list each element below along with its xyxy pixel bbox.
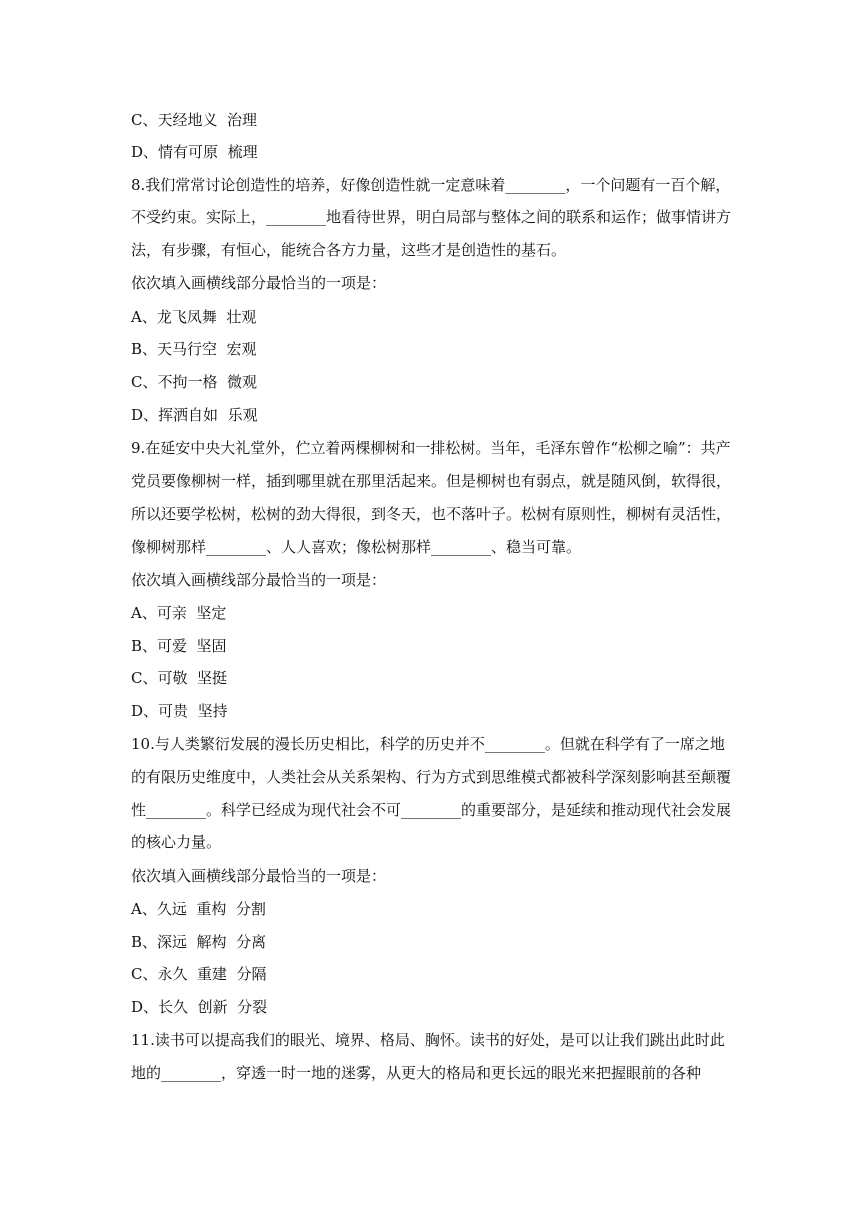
option-d-q10: D、长久 创新 分裂 (131, 998, 268, 1016)
question-9-line-1: 9.在延安中央大礼堂外，伫立着两棵柳树和一排松树。当年，毛泽东曾作“松柳之喻”：共产 (131, 439, 731, 457)
option-d-q8: D、挥洒自如 乐观 (131, 406, 258, 424)
question-8-line-2: 不受约束。实际上，________地看待世界，明白局部与整体之间的联系和运作；做事情讲方 (131, 208, 732, 226)
option-a-q10: A、久远 重构 分割 (131, 900, 266, 918)
option-b-q10: B、深远 解构 分离 (131, 933, 267, 951)
question-10-line-4: 的核心力量。 (131, 833, 222, 851)
question-8-line-3: 法，有步骤，有恒心，能统合各方力量，这些才是创造性的基石。 (131, 241, 567, 259)
option-d-q7: D、情有可原 梳理 (131, 143, 258, 161)
option-c-q9: C、可敬 坚挺 (131, 669, 228, 687)
question-11-line-2: 地的________，穿透一时一地的迷雾，从更大的格局和更长远的眼光来把握眼前的各种 (131, 1064, 702, 1082)
option-a-q8: A、龙飞凤舞 壮观 (131, 308, 257, 326)
option-c-q8: C、不拘一格 微观 (131, 373, 258, 391)
question-9-prompt: 依次填入画横线部分最恰当的一项是： (131, 571, 387, 589)
option-b-q8: B、天马行空 宏观 (131, 340, 257, 358)
question-11-line-1: 11.读书可以提高我们的眼光、境界、格局、胸怀。读书的好处，是可以让我们跳出此时此 (131, 1031, 725, 1049)
question-10-line-1: 10.与人类繁衍发展的漫长历史相比，科学的历史并不________。但就在科学有了一席之地 (131, 735, 725, 753)
option-d-q9: D、可贵 坚持 (131, 702, 228, 720)
option-a-q9: A、可亲 坚定 (131, 604, 227, 622)
question-10-prompt: 依次填入画横线部分最恰当的一项是： (131, 867, 387, 885)
question-9-line-2: 党员要像柳树一样，插到哪里就在那里活起来。但是柳树也有弱点，就是随风倒，软得很， (131, 472, 732, 490)
question-9-line-4: 像柳树那样________、人人喜欢；像松树那样________、稳当可靠。 (131, 538, 582, 556)
question-10-line-3: 性________。科学已经成为现代社会不可________的重要部分，是延续和推动现代社会发展 (131, 801, 732, 819)
question-10-line-2: 的有限历史维度中，人类社会从关系架构、行为方式到思维模式都被科学深刻影响甚至颠覆 (131, 768, 732, 786)
option-c-q10: C、永久 重建 分隔 (131, 965, 267, 983)
option-c-q7: C、天经地义 治理 (131, 111, 258, 129)
question-9-line-3: 所以还要学松树，松树的劲大得很，到冬天，也不落叶子。松树有原则性，柳树有灵活性， (131, 505, 732, 523)
question-8-prompt: 依次填入画横线部分最恰当的一项是： (131, 274, 387, 292)
option-b-q9: B、可爱 坚固 (131, 637, 227, 655)
question-8-line-1: 8.我们常常讨论创造性的培养，好像创造性就一定意味着________，一个问题有一百个解， (131, 176, 731, 194)
